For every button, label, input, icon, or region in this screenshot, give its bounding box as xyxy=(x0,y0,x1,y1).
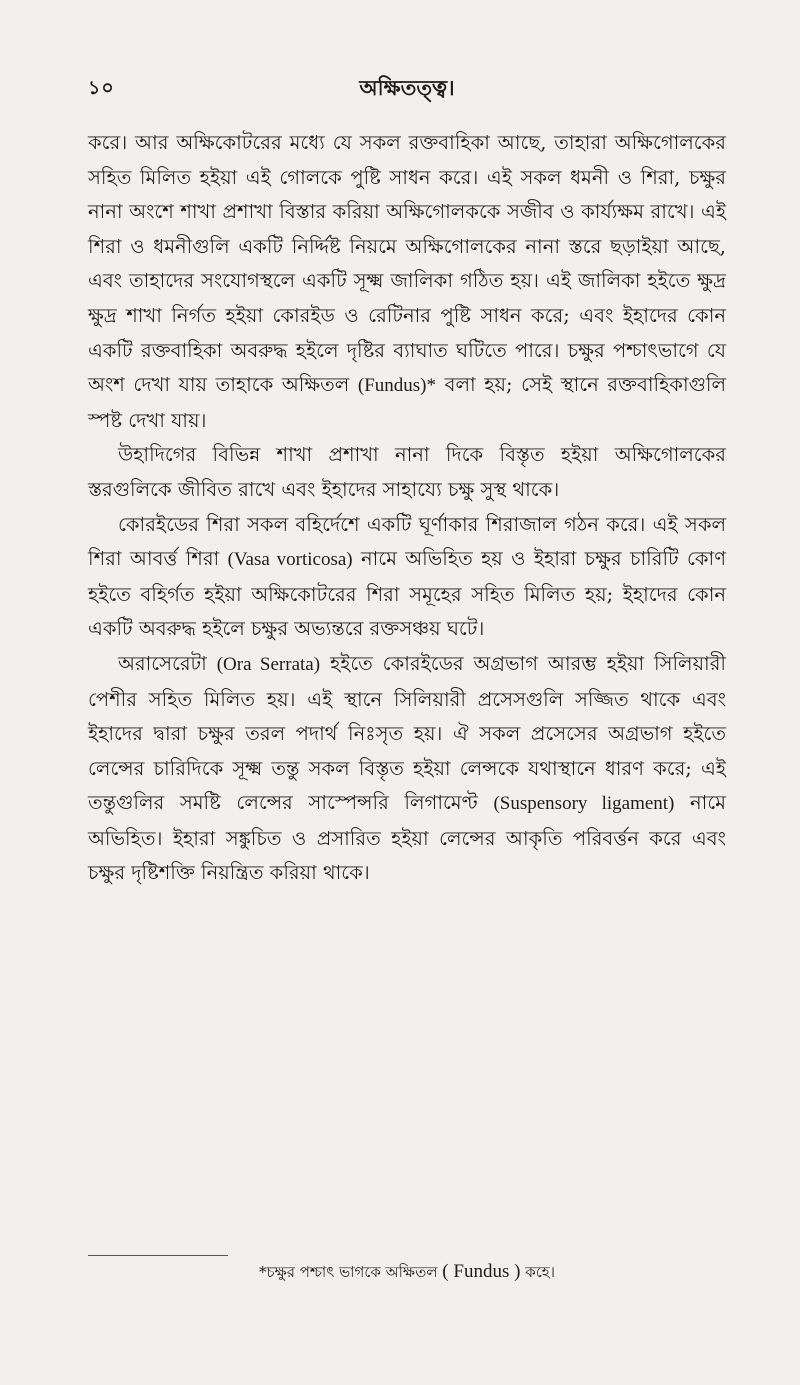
paragraph-1-tail: বলা হয়; সেই স্থানে রক্তবাহিকাগুলি স্পষ্ট দেখা যায়। xyxy=(88,373,727,432)
footnote-tail: কহে। xyxy=(525,1263,555,1281)
paragraph-4-text: অরাসেরেটা xyxy=(118,651,207,675)
paragraph-4-tail-2: নামে অভিহিত। ইহারা সঙ্কুচিত ও প্রসারিত হইয়া লেন্সের আকৃতি পরিবর্ত্তন করে এবং চক্ষুর দৃষ্টিশক্তি নিয়ন্ত্রিত করিয়া থাকে। xyxy=(88,791,726,885)
paragraph-3-tail: নামে অভিহিত হয় ও ইহারা চক্ষুর চারিটি কোণ হইতে বহির্গত হইয়া অক্ষিকোটরের শিরা সমূহের সহিত মিলিত হয়; ইহাদের কোন একটি অবরুদ্ধ হইলে চক্ষুর অভ্যন্তরে রক্তসঞ্চয় ঘটে। xyxy=(88,547,726,641)
body-text xyxy=(88,126,726,891)
footnote-latin-term: ( Fundus ) xyxy=(442,1261,521,1282)
latin-term-suspensory-ligament: (Suspensory ligament) xyxy=(493,793,675,815)
paragraph-2 xyxy=(88,438,726,507)
paragraph-2-text: উহাদিগের বিভিন্ন শাখা প্রশাখা নানা দিকে বিস্তৃত হইয়া অক্ষিগোলকের স্তরগুলিকে জীবিত রাখে এবং ইহাদের সাহায্যে চক্ষু সুস্থ থাকে। xyxy=(88,443,726,501)
chapter-title: অক্ষিতত্ত্ব। xyxy=(359,75,455,100)
page-number: ১০ xyxy=(88,77,115,99)
paragraph-3-text: কোরইডের শিরা সকল বহির্দেশে একটি ঘূর্ণাকার শিরাজাল গঠন করে। এই সকল শিরা আবর্ত্ত শিরা xyxy=(88,512,726,571)
paragraph-4-tail: হইতে কোরইডের অগ্রভাগ আরম্ভ হইয়া সিলিয়ারী পেশীর সহিত মিলিত হয়। এই স্থানে সিলিয়ারী প্রসেসগুলি সজ্জিত থাকে এবং ইহাদের দ্বারা চক্ষুর তরল পদার্থ নিঃসৃত হয়। ঐ সকল প্রসেসের অগ্রভাগ হইতে লেন্সের চারিদিকে সূক্ষ্ম তন্তু সকল বিস্তৃত হইয়া লেন্সকে যথাস্থানে ধারণ করে; এই তন্তুগুলির সমষ্টি লেন্সের সাস্পেন্সরি লিগামেণ্ট xyxy=(88,651,727,815)
footnote xyxy=(88,1262,726,1282)
latin-term-vasa-vorticosa: (Vasa vorticosa) xyxy=(227,549,353,571)
paragraph-3 xyxy=(88,508,726,647)
latin-term-fundus: (Fundus)* xyxy=(357,375,437,397)
paragraph-1-text: করে। আর অক্ষিকোটরের মধ্যে যে সকল রক্তবাহিকা আছে, তাহারা অক্ষিগোলকের সহিত মিলিত হইয়া এই গোলকে পুষ্টি সাধন করে। এই সকল ধমনী ও শিরা, চক্ষুর নানা অংশে শাখা প্রশাখা বিস্তার করিয়া অক্ষিগোলককে সজীব ও কার্য্যক্ষম রাখে। এই শিরা ও ধমনীগুলি একটি নির্দ্দিষ্ট নিয়মে অক্ষিগোলকের নানা স্তরে ছড়াইয়া আছে, এবং তাহাদের সংযোগস্থলে একটি সূক্ষ্ম জালিকা গঠিত হয়। এই জালিকা হইতে ক্ষুদ্র ক্ষুদ্র শাখা নির্গত হইয়া কোরইড ও রেটিনার পুষ্টি সাধন করে; এবং ইহাদের কোন একটি রক্তবাহিকা অবরুদ্ধ হইলে দৃষ্টির ব্যাঘাত ঘটিতে পারে। চক্ষুর পশ্চাৎভাগে যে অংশ দেখা যায় তাহাকে অক্ষিতল xyxy=(88,131,726,397)
running-head xyxy=(88,70,726,106)
footnote-divider xyxy=(88,1255,228,1256)
footnote-text: *চক্ষুর পশ্চাৎ ভাগকে অক্ষিতল xyxy=(259,1263,438,1281)
paragraph-4 xyxy=(88,647,726,891)
latin-term-ora-serrata: (Ora Serrata) xyxy=(216,653,321,675)
paragraph-1 xyxy=(88,126,726,438)
